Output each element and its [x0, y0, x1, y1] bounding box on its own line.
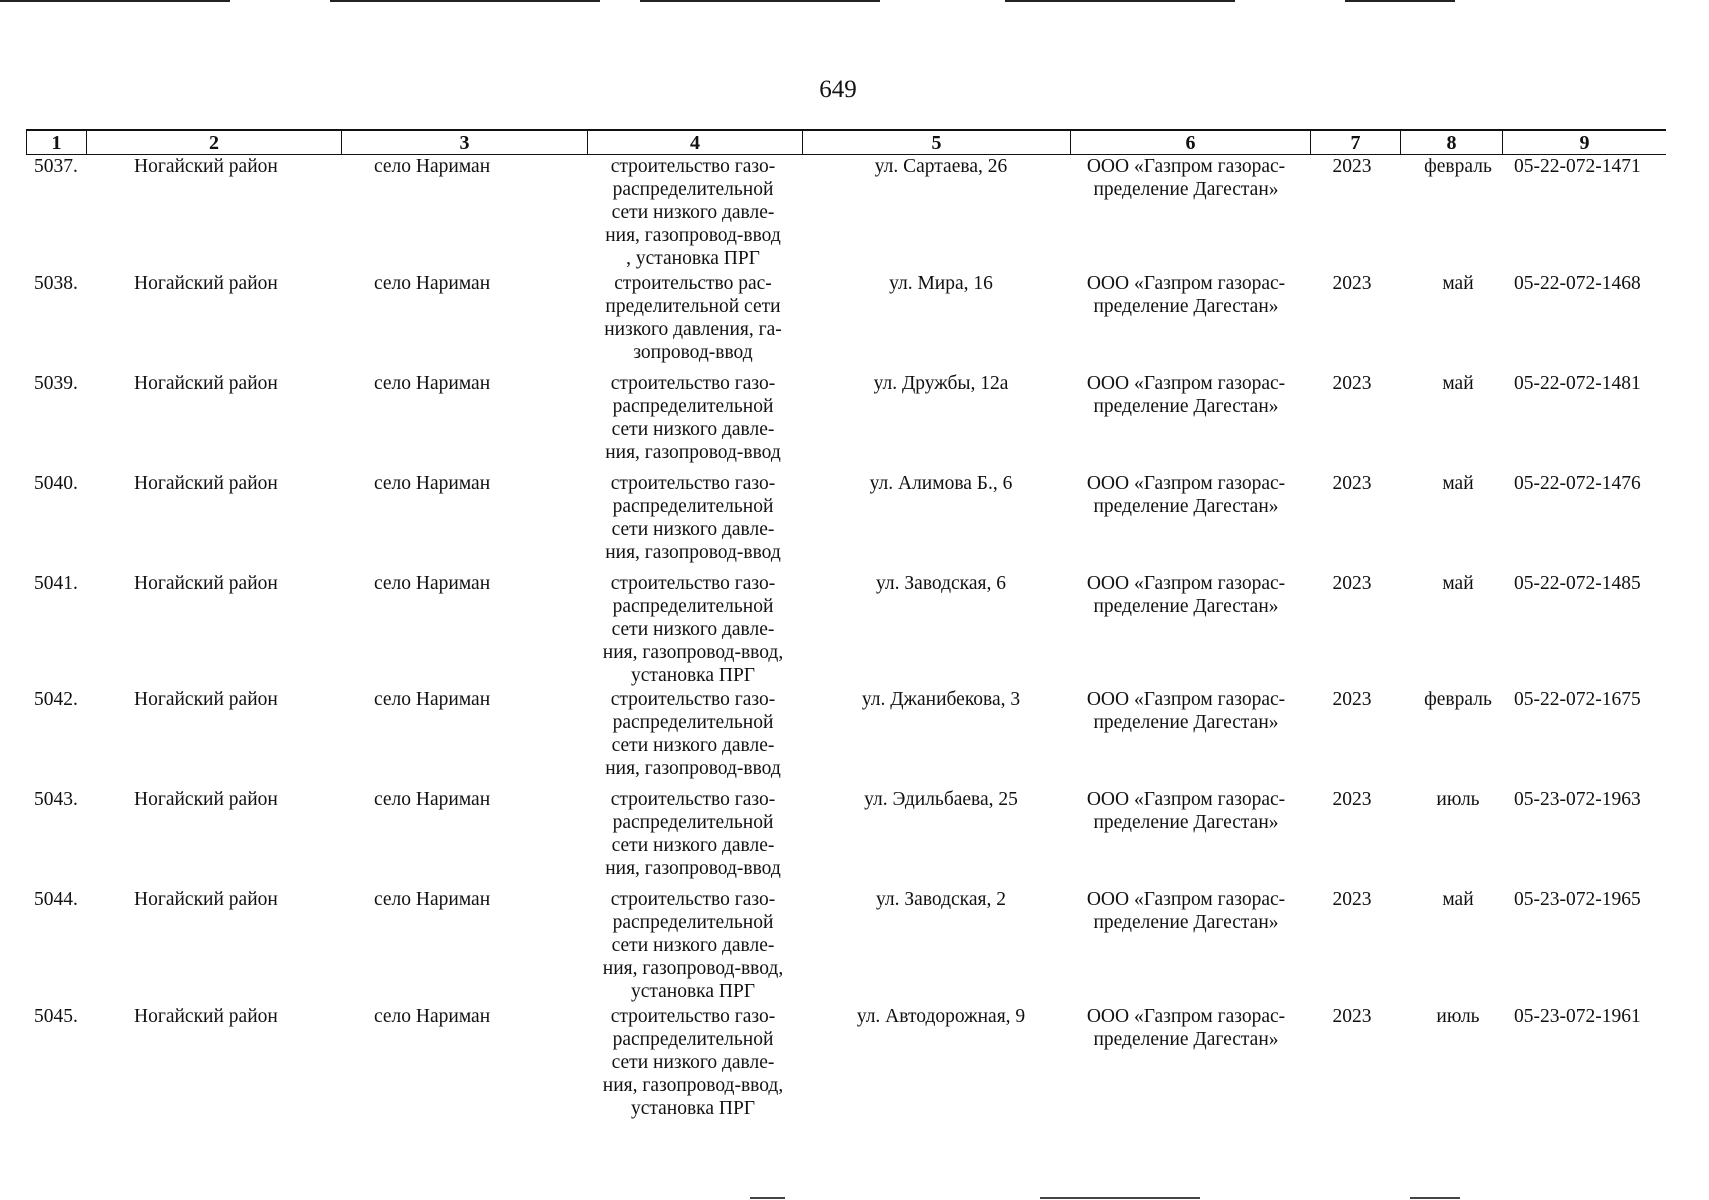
code-cell: 05-22-072-1471	[1514, 156, 1641, 177]
scan-edge-line	[1410, 1197, 1460, 1199]
organization-cell-line: пределение Дагестан»	[1093, 712, 1279, 733]
work-description-cell-line: ния, газопровод-ввод	[605, 442, 781, 463]
column-header: 3	[341, 131, 587, 154]
work-description-cell-line: распределительной	[612, 496, 774, 517]
code-cell: 05-22-072-1476	[1514, 473, 1641, 494]
year-cell: 2023	[1332, 689, 1372, 710]
table-header	[26, 129, 1666, 155]
district-cell: Ногайский район	[134, 473, 278, 494]
district-cell: Ногайский район	[134, 273, 278, 294]
organization-cell-line: пределение Дагестан»	[1093, 496, 1279, 517]
address-cell: ул. Дружбы, 12а	[873, 373, 1009, 394]
work-description-cell-line: низкого давления, га-	[604, 319, 782, 340]
organization-cell	[1076, 688, 1296, 734]
organization-cell-line: пределение Дагестан»	[1093, 812, 1279, 833]
column-header: 6	[1070, 131, 1310, 154]
work-description-cell-line: строительство газо-	[610, 1006, 776, 1027]
month-cell: июль	[1436, 1006, 1480, 1027]
month-cell: май	[1442, 573, 1474, 594]
year-cell: 2023	[1332, 473, 1372, 494]
scan-edge-line	[0, 0, 230, 2]
settlement-cell: село Нариман	[374, 273, 491, 294]
work-description-cell-line: строительство газо-	[610, 789, 776, 810]
row-number: 5043.	[34, 789, 78, 810]
month-cell: май	[1442, 889, 1474, 910]
work-description-cell-line: ния, газопровод-ввод,	[602, 642, 784, 663]
work-description-cell-line: сети низкого давле-	[611, 935, 775, 956]
work-description-cell-line: сети низкого давле-	[611, 202, 775, 223]
row-number: 5044.	[34, 889, 78, 910]
address-cell: ул. Джанибекова, 3	[861, 689, 1021, 710]
code-cell: 05-22-072-1485	[1514, 573, 1641, 594]
organization-cell-line: ООО «Газпром газорас-	[1086, 889, 1286, 910]
district-cell: Ногайский район	[134, 789, 278, 810]
work-description-cell-line: ния, газопровод-ввод,	[602, 1075, 784, 1096]
organization-cell	[1076, 788, 1296, 834]
year-cell: 2023	[1332, 273, 1372, 294]
work-description-cell-line: ния, газопровод-ввод	[605, 858, 781, 879]
settlement-cell: село Нариман	[374, 156, 491, 177]
organization-cell-line: ООО «Газпром газорас-	[1086, 156, 1286, 177]
code-cell: 05-23-072-1965	[1514, 889, 1641, 910]
year-cell: 2023	[1332, 889, 1372, 910]
code-cell: 05-22-072-1481	[1514, 373, 1641, 394]
work-description-cell-line: ния, газопровод-ввод	[605, 758, 781, 779]
work-description-cell	[578, 372, 808, 464]
settlement-cell: село Нариман	[374, 573, 491, 594]
month-cell: май	[1442, 473, 1474, 494]
district-cell: Ногайский район	[134, 573, 278, 594]
work-description-cell-line: распределительной	[612, 712, 774, 733]
work-description-cell-line: строительство рас-	[614, 273, 772, 294]
settlement-cell: село Нариман	[374, 1006, 491, 1027]
settlement-cell: село Нариман	[374, 373, 491, 394]
organization-cell	[1076, 472, 1296, 518]
work-description-cell-line: зопровод-ввод	[633, 342, 753, 363]
month-cell: февраль	[1424, 156, 1492, 177]
work-description-cell	[578, 572, 808, 687]
organization-cell-line: пределение Дагестан»	[1093, 596, 1279, 617]
work-description-cell-line: сети низкого давле-	[611, 835, 775, 856]
settlement-cell: село Нариман	[374, 473, 491, 494]
organization-cell-line: пределение Дагестан»	[1093, 296, 1279, 317]
column-header: 4	[587, 131, 802, 154]
code-cell: 05-22-072-1468	[1514, 273, 1641, 294]
organization-cell-line: ООО «Газпром газорас-	[1086, 473, 1286, 494]
work-description-cell-line: ния, газопровод-ввод	[605, 225, 781, 246]
row-number: 5041.	[34, 573, 78, 594]
column-header: 5	[802, 131, 1070, 154]
organization-cell-line: пределение Дагестан»	[1093, 179, 1279, 200]
column-header: 9	[1502, 131, 1666, 154]
work-description-cell-line: установка ПРГ	[630, 665, 756, 686]
scan-edge-line	[330, 0, 600, 2]
work-description-cell-line: установка ПРГ	[630, 981, 756, 1002]
work-description-cell-line: пределительной сети	[605, 296, 781, 317]
district-cell: Ногайский район	[134, 689, 278, 710]
year-cell: 2023	[1332, 1006, 1372, 1027]
row-number: 5038.	[34, 273, 78, 294]
column-header: 1	[26, 131, 86, 154]
work-description-cell-line: ния, газопровод-ввод,	[602, 958, 784, 979]
work-description-cell-line: распределительной	[612, 912, 774, 933]
work-description-cell	[578, 472, 808, 564]
work-description-cell-line: строительство газо-	[610, 889, 776, 910]
organization-cell	[1076, 155, 1296, 201]
work-description-cell	[578, 272, 808, 364]
work-description-cell-line: строительство газо-	[610, 373, 776, 394]
organization-cell-line: ООО «Газпром газорас-	[1086, 689, 1286, 710]
month-cell: июль	[1436, 789, 1480, 810]
scan-edge-line	[1345, 0, 1455, 2]
organization-cell-line: пределение Дагестан»	[1093, 396, 1279, 417]
organization-cell	[1076, 1005, 1296, 1051]
work-description-cell	[578, 788, 808, 880]
organization-cell-line: ООО «Газпром газорас-	[1086, 789, 1286, 810]
year-cell: 2023	[1332, 156, 1372, 177]
column-header: 7	[1310, 131, 1400, 154]
work-description-cell-line: строительство газо-	[610, 473, 776, 494]
code-cell: 05-23-072-1963	[1514, 789, 1641, 810]
page-number: 649	[819, 76, 857, 103]
settlement-cell: село Нариман	[374, 889, 491, 910]
column-header: 8	[1400, 131, 1502, 154]
work-description-cell-line: сети низкого давле-	[611, 1052, 775, 1073]
work-description-cell-line: распределительной	[612, 812, 774, 833]
work-description-cell	[578, 1005, 808, 1120]
work-description-cell-line: строительство газо-	[610, 573, 776, 594]
month-cell: февраль	[1424, 689, 1492, 710]
organization-cell	[1076, 372, 1296, 418]
work-description-cell-line: сети низкого давле-	[611, 519, 775, 540]
month-cell: май	[1442, 373, 1474, 394]
settlement-cell: село Нариман	[374, 789, 491, 810]
organization-cell	[1076, 272, 1296, 318]
row-number: 5037.	[34, 156, 78, 177]
district-cell: Ногайский район	[134, 156, 278, 177]
address-cell: ул. Сартаева, 26	[874, 156, 1008, 177]
address-cell: ул. Автодорожная, 9	[856, 1006, 1026, 1027]
row-number: 5042.	[34, 689, 78, 710]
year-cell: 2023	[1332, 789, 1372, 810]
organization-cell-line: ООО «Газпром газорас-	[1086, 373, 1286, 394]
address-cell: ул. Мира, 16	[889, 273, 993, 294]
month-cell: май	[1442, 273, 1474, 294]
address-cell: ул. Заводская, 2	[876, 889, 1006, 910]
work-description-cell-line: сети низкого давле-	[611, 735, 775, 756]
address-cell: ул. Заводская, 6	[876, 573, 1006, 594]
work-description-cell	[578, 888, 808, 1003]
work-description-cell-line: сети низкого давле-	[611, 419, 775, 440]
work-description-cell-line: строительство газо-	[610, 156, 776, 177]
work-description-cell	[578, 155, 808, 270]
scan-edge-line	[1005, 0, 1235, 2]
scan-edge-line	[640, 0, 880, 2]
district-cell: Ногайский район	[134, 1006, 278, 1027]
organization-cell-line: ООО «Газпром газорас-	[1086, 273, 1286, 294]
district-cell: Ногайский район	[134, 373, 278, 394]
settlement-cell: село Нариман	[374, 689, 491, 710]
work-description-cell-line: распределительной	[612, 179, 774, 200]
year-cell: 2023	[1332, 573, 1372, 594]
work-description-cell-line: распределительной	[612, 1029, 774, 1050]
organization-cell-line: пределение Дагестан»	[1093, 912, 1279, 933]
work-description-cell-line: сети низкого давле-	[611, 619, 775, 640]
district-cell: Ногайский район	[134, 889, 278, 910]
work-description-cell-line: установка ПРГ	[630, 1098, 756, 1119]
year-cell: 2023	[1332, 373, 1372, 394]
work-description-cell-line: , установка ПРГ	[626, 248, 760, 269]
row-number: 5039.	[34, 373, 78, 394]
address-cell: ул. Алимова Б., 6	[869, 473, 1013, 494]
organization-cell-line: пределение Дагестан»	[1093, 1029, 1279, 1050]
work-description-cell-line: строительство газо-	[610, 689, 776, 710]
organization-cell	[1076, 888, 1296, 934]
organization-cell-line: ООО «Газпром газорас-	[1086, 1006, 1286, 1027]
work-description-cell-line: ния, газопровод-ввод	[605, 542, 781, 563]
column-header: 2	[86, 131, 341, 154]
row-number: 5040.	[34, 473, 78, 494]
scan-edge-line	[1040, 1197, 1200, 1199]
work-description-cell-line: распределительной	[612, 396, 774, 417]
scan-edge-line	[750, 1197, 785, 1199]
row-number: 5045.	[34, 1006, 78, 1027]
address-cell: ул. Эдильбаева, 25	[864, 789, 1018, 810]
organization-cell	[1076, 572, 1296, 618]
organization-cell-line: ООО «Газпром газорас-	[1086, 573, 1286, 594]
code-cell: 05-22-072-1675	[1514, 689, 1641, 710]
code-cell: 05-23-072-1961	[1514, 1006, 1641, 1027]
work-description-cell-line: распределительной	[612, 596, 774, 617]
work-description-cell	[578, 688, 808, 780]
